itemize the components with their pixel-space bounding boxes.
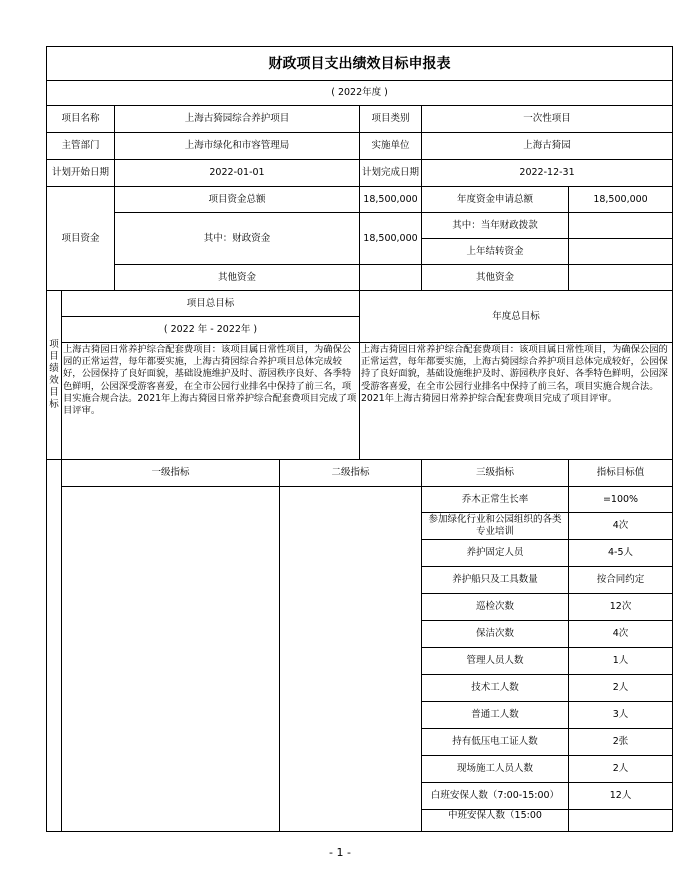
indicator-header-level2: 二级指标: [280, 460, 422, 487]
project-name-value: 上海古猗园综合养护项目: [115, 106, 360, 133]
title-row: [47, 47, 673, 81]
project-name-label: 项目名称: [47, 106, 115, 133]
indicator-name: 管理人员人数: [422, 648, 569, 675]
page-number: - 1 -: [329, 846, 351, 859]
dept-row: [47, 133, 673, 160]
annual-goal-label: 年度总目标: [360, 291, 673, 343]
indicator-value: 3人: [569, 702, 673, 729]
funds-label: 项目资金: [47, 187, 115, 291]
funds-fiscal-label: 其中：财政资金: [115, 213, 360, 265]
indicator-name: 养护船只及工具数量: [422, 567, 569, 594]
overall-goal-text: 上海古猗园日常养护综合配套费项目：该项目属日常性项目，为确保公园的正常运营，每年都要实施，上海古猗园综合养护项目总体完成较好，公园保持了良好面貌，基础设施维护及时、游园秩序良好、各季特色鲜明，公园深受游客喜爱，在全市公园行业排名中保持了前三名，项目实施合规合法。2021年上海古猗园日常养护综合配套费项目完成了项目评审。: [62, 343, 360, 460]
indicator-name: 普通工人数: [422, 702, 569, 729]
indicator-value: 2张: [569, 729, 673, 756]
indicator-value: 按合同约定: [569, 567, 673, 594]
funds-row-2: [47, 213, 673, 239]
indicator-name: 白班安保人数（7:00-15:00）: [422, 783, 569, 810]
indicator-value: 2人: [569, 675, 673, 702]
goals-header-row: [47, 291, 673, 317]
indicator-level2-cell: [280, 487, 422, 832]
indicator-value: 4次: [569, 621, 673, 648]
funds-row-4: [47, 265, 673, 291]
indicator-name: 巡检次数: [422, 594, 569, 621]
funds-other-value: [360, 265, 422, 291]
start-date-value: 2022-01-01: [115, 160, 360, 187]
funds-total-value: 18,500,000: [360, 187, 422, 213]
form-title: 财政项目支出绩效目标申报表: [47, 47, 673, 81]
funds-annual-label: 年度资金申请总额: [422, 187, 569, 213]
goals-section-label: 项目绩效目标: [47, 291, 62, 460]
end-date-value: 2022-12-31: [422, 160, 673, 187]
indicator-value: 12次: [569, 594, 673, 621]
funds-carry-label: 上年结转资金: [422, 239, 569, 265]
funds-other2-value: [569, 265, 673, 291]
end-date-label: 计划完成日期: [360, 160, 422, 187]
indicator-value: 12人: [569, 783, 673, 810]
date-row: [47, 160, 673, 187]
funds-other-label: 其他资金: [115, 265, 360, 291]
indicator-name: 中班安保人数（15:00: [422, 810, 569, 832]
indicator-header-row: [47, 460, 673, 487]
goals-text-row: [47, 343, 673, 460]
funds-current-label: 其中：当年财政拨款: [422, 213, 569, 239]
year-row: [47, 81, 673, 106]
funds-carry-value: [569, 239, 673, 265]
dept-value: 上海市绿化和市容管理局: [115, 133, 360, 160]
indicator-value: 2人: [569, 756, 673, 783]
indicator-name: 持有低压电工证人数: [422, 729, 569, 756]
project-name-row: [47, 106, 673, 133]
indicator-header-level1: 一级指标: [62, 460, 280, 487]
overall-goal-period: ( 2022 年 - 2022年 ): [62, 317, 360, 343]
indicator-name: 参加绿化行业和公园组织的各类专业培训: [422, 513, 569, 540]
indicator-name: 技术工人数: [422, 675, 569, 702]
indicator-header-target: 指标目标值: [569, 460, 673, 487]
indicator-level1-cell: [62, 487, 280, 832]
indicator-value: [569, 810, 673, 832]
funds-fiscal-value: 18,500,000: [360, 213, 422, 265]
funds-other2-label: 其他资金: [422, 265, 569, 291]
indicator-value: 4-5人: [569, 540, 673, 567]
indicator-name: 现场施工人员人数: [422, 756, 569, 783]
indicator-value: =100%: [569, 487, 673, 513]
indicator-value: 4次: [569, 513, 673, 540]
indicator-name: 养护固定人员: [422, 540, 569, 567]
indicator-row: [47, 487, 673, 513]
start-date-label: 计划开始日期: [47, 160, 115, 187]
funds-current-value: [569, 213, 673, 239]
unit-value: 上海古猗园: [422, 133, 673, 160]
indicator-name: 保洁次数: [422, 621, 569, 648]
funds-annual-value: 18,500,000: [569, 187, 673, 213]
funds-row-1: [47, 187, 673, 213]
indicator-section-cell: [47, 460, 62, 832]
project-type-label: 项目类别: [360, 106, 422, 133]
dept-label: 主管部门: [47, 133, 115, 160]
performance-form-table: [46, 46, 673, 832]
unit-label: 实施单位: [360, 133, 422, 160]
funds-total-label: 项目资金总额: [115, 187, 360, 213]
indicator-value: 1人: [569, 648, 673, 675]
year-label: ( 2022年度 ): [47, 81, 673, 106]
indicator-name: 乔木正常生长率: [422, 487, 569, 513]
indicator-header-level3: 三级指标: [422, 460, 569, 487]
overall-goal-label: 项目总目标: [62, 291, 360, 317]
project-type-value: 一次性项目: [422, 106, 673, 133]
annual-goal-text: 上海古猗园日常养护综合配套费项目：该项目属日常性项目，为确保公园的正常运营，每年都要实施，上海古猗园综合养护项目总体完成较好，公园保持了良好面貌，基础设施维护及时、游园秩序良好、各季特色鲜明，公园深受游客喜爱，在全市公园行业排名中保持了前三名，项目实施合规合法。2021年上海古猗园日常养护综合配套费项目完成了项目评审。: [360, 343, 673, 460]
